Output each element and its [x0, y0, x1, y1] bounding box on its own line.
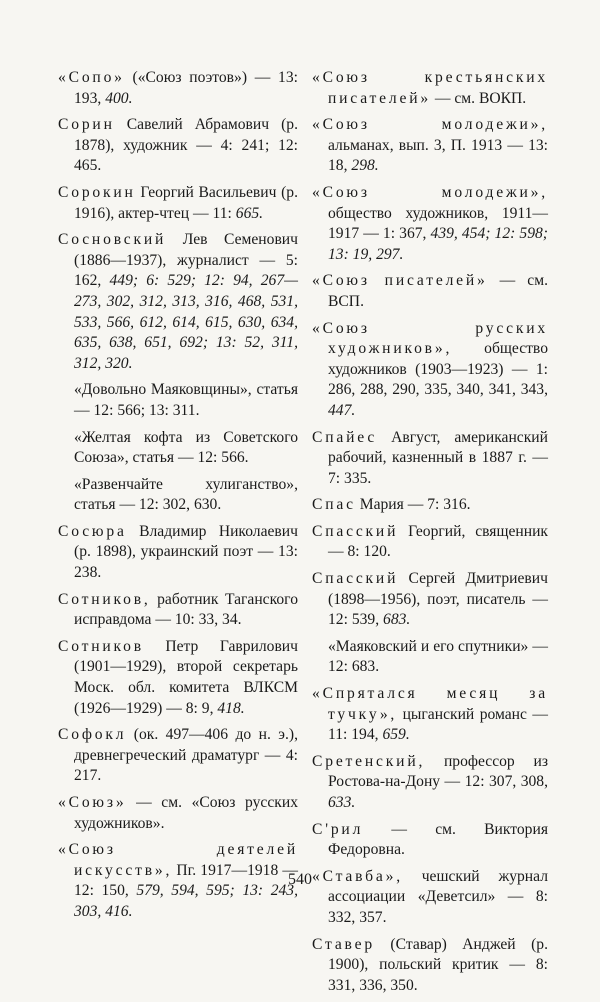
index-entry: Сотников, работник Таганского исправдома — 10: 33, 34. [58, 590, 298, 629]
index-subentry: «Желтая кофта из Советского Союза», статья — 12: 566. [74, 428, 298, 467]
index-subentry: «Маяковский и его спутники» — 12: 683. [328, 637, 548, 676]
index-entry: «Ставба», чешский журнал ассоциации «Деветсил» — 8: 332, 357. [312, 867, 548, 926]
index-entry: «Союз деятелей искусств», Пг. 1917—1918 — 12: 150, 579, 594, 595; 13: 243, 303, 416. [58, 841, 298, 920]
index-entry: Сорокин Георгий Васильевич (р. 1916), актер-чтец — 11: 665. [58, 183, 298, 222]
page-number: 540 [288, 871, 312, 888]
index-entry: Сосновский Лев Семенович (1886—1937), журналист — 5: 162, 449; 6: 529; 12: 94, 267—273, 302, 312, 313, 316, 468, 531, 533, 566, 612, 614, 615, 630, 634, 635, 638, 651, 692; 13: 52, 311, 312, 320. [58, 231, 299, 372]
right-column [312, 68, 548, 1002]
index-entry: Ставер (Ставар) Анджей (р. 1900), польский критик — 8: 331, 336, 350. [312, 935, 548, 994]
index-subentry: «Довольно Маяковщины», статья — 12: 566; 13: 311. [74, 381, 298, 419]
index-entry: «Сопо» («Союз поэтов») — 13: 193, 400. [58, 69, 298, 107]
index-entry: «Союз русских художников», общество художников (1903—1923) — 1: 286, 288, 290, 335, 340, 341, 343, 447. [312, 319, 548, 419]
index-entry: Сосюра Владимир Николаевич (р. 1898), украинский поэт — 13: 238. [58, 522, 298, 582]
index-entry: Спасский Сергей Дмитриевич (1898—1956), поэт, писатель — 12: 539, 683. [312, 570, 548, 629]
index-entry: Сретенский, профессор из Ростова-на-Дону — 12: 307, 308, 633. [312, 752, 548, 811]
index-entry: «Союз писателей» — см. ВСП. [312, 272, 548, 310]
index-entry: «Союз молодежи», общество художников, 1911—1917 — 1: 367, 439, 454; 12: 598; 13: 19, 297. [312, 183, 548, 263]
index-entry: С'рил — см. Виктория Федоровна. [312, 820, 548, 859]
index-entry: «Союз» — см. «Союз русских художников». [58, 794, 298, 832]
index-entry: Спасский Георгий, священник — 8: 120. [312, 522, 548, 561]
index-entry: «Союз крестьянских писателей» — см. ВОКП. [312, 69, 548, 107]
index-subentry: «Развенчайте хулиганство», статья — 12: 302, 630. [74, 475, 298, 514]
index-entry: Сотников Петр Гаврилович (1901—1929), второй секретарь Моск. обл. комитета ВЛКСМ (1926—1929) — 8: 9, 418. [58, 637, 298, 717]
index-entry: Спайес Август, американский рабочий, казненный в 1887 г. — 7: 335. [312, 428, 548, 487]
index-entry: Спас Мария — 7: 316. [312, 496, 471, 514]
index-entry: «Спрятался месяц за тучку», цыганский романс — 11: 194, 659. [312, 685, 548, 744]
index-entry: «Союз молодежи», альманах, вып. 3, П. 1913 — 13: 18, 298. [312, 116, 548, 175]
index-entry: Сорин Савелий Абрамович (р. 1878), художник — 4: 241; 12: 465. [58, 116, 298, 175]
index-entry: Софокл (ок. 497—406 до н. э.), древнегреческий драматург — 4: 217. [58, 726, 298, 785]
left-column [58, 68, 298, 929]
